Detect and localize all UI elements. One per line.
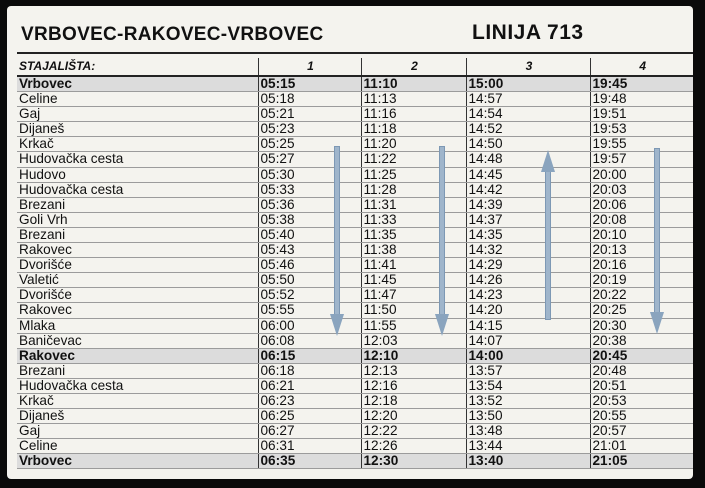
departure-time: 20:10: [590, 227, 693, 242]
departure-time: 06:18: [258, 363, 361, 378]
table-row: [17, 227, 693, 242]
table-row: [17, 182, 693, 197]
table-row: [17, 378, 693, 393]
stop-name: Hudovačka cesta: [17, 182, 258, 197]
departure-time: 05:15: [258, 76, 361, 92]
stop-name: Vrbovec: [17, 454, 258, 469]
departure-time: 11:20: [361, 137, 466, 152]
departure-time: 11:45: [361, 273, 466, 288]
table-row: [17, 439, 693, 454]
departure-time: 11:25: [361, 167, 466, 182]
departure-time: 05:18: [258, 92, 361, 107]
departure-time: 20:53: [590, 393, 693, 408]
departure-time: 15:00: [466, 76, 590, 92]
departure-time: 13:44: [466, 439, 590, 454]
departure-time: 20:13: [590, 243, 693, 258]
departure-time: 11:33: [361, 212, 466, 227]
stop-name: Brezani: [17, 363, 258, 378]
line-number: LINIJA 713: [472, 21, 584, 44]
stop-name: Brezani: [17, 227, 258, 242]
departure-time: 06:00: [258, 318, 361, 333]
table-row: [17, 288, 693, 303]
stop-name: Celine: [17, 439, 258, 454]
departure-time: 12:10: [361, 348, 466, 363]
departure-time: 14:23: [466, 288, 590, 303]
departure-time: 14:50: [466, 137, 590, 152]
departure-time: 05:23: [258, 122, 361, 137]
table-row: [17, 197, 693, 212]
table-row: [17, 243, 693, 258]
timetable-sheet: [7, 6, 693, 479]
table-row: [17, 258, 693, 273]
stop-name: Mlaka: [17, 318, 258, 333]
direction-down-arrow-icon: [435, 146, 449, 336]
departure-time: 20:25: [590, 303, 693, 318]
table-row: [17, 333, 693, 348]
departure-time: 14:15: [466, 318, 590, 333]
stop-name: Goli Vrh: [17, 212, 258, 227]
departure-time: 14:45: [466, 167, 590, 182]
stop-name: Rakovec: [17, 243, 258, 258]
table-row: [17, 303, 693, 318]
departure-time: 05:50: [258, 273, 361, 288]
departure-time: 06:08: [258, 333, 361, 348]
stop-name: Celine: [17, 92, 258, 107]
departure-time: 05:21: [258, 107, 361, 122]
departure-time: 13:54: [466, 378, 590, 393]
departure-time: 14:39: [466, 197, 590, 212]
table-row: [17, 273, 693, 288]
departure-time: 06:23: [258, 393, 361, 408]
stop-name: Dijaneš: [17, 122, 258, 137]
departure-time: 14:00: [466, 348, 590, 363]
departure-time: 05:30: [258, 167, 361, 182]
table-row: [17, 454, 693, 469]
departure-time: 12:20: [361, 409, 466, 424]
departure-time: 12:26: [361, 439, 466, 454]
table-row: [17, 76, 693, 92]
departure-time: 20:45: [590, 348, 693, 363]
timetable: [17, 58, 693, 469]
stop-name: Gaj: [17, 107, 258, 122]
departure-time: 21:01: [590, 439, 693, 454]
departure-1-header: 1: [258, 58, 361, 76]
departure-time: 11:50: [361, 303, 466, 318]
table-row: [17, 348, 693, 363]
departure-time: 19:51: [590, 107, 693, 122]
departure-time: 05:46: [258, 258, 361, 273]
direction-down-arrow-icon: [650, 148, 664, 334]
departure-time: 11:38: [361, 243, 466, 258]
departure-time: 12:18: [361, 393, 466, 408]
table-row: [17, 363, 693, 378]
departure-time: 14:29: [466, 258, 590, 273]
table-row: [17, 137, 693, 152]
table-row: [17, 318, 693, 333]
departure-time: 14:42: [466, 182, 590, 197]
departure-time: 20:22: [590, 288, 693, 303]
header-row: [17, 58, 693, 76]
departure-time: 11:31: [361, 197, 466, 212]
departure-time: 19:55: [590, 137, 693, 152]
departure-time: 13:52: [466, 393, 590, 408]
departure-3-header: 3: [466, 58, 590, 76]
departure-time: 13:40: [466, 454, 590, 469]
departure-time: 14:57: [466, 92, 590, 107]
stop-name: Brezani: [17, 197, 258, 212]
stop-name: Gaj: [17, 424, 258, 439]
table-row: [17, 393, 693, 408]
table-row: [17, 424, 693, 439]
table-row: [17, 167, 693, 182]
departure-time: 05:40: [258, 227, 361, 242]
header-divider: [17, 52, 693, 54]
departure-time: 14:26: [466, 273, 590, 288]
departure-time: 05:27: [258, 152, 361, 167]
departure-time: 12:22: [361, 424, 466, 439]
stops-header: STAJALIŠTA:: [17, 58, 258, 76]
departure-time: 11:13: [361, 92, 466, 107]
departure-time: 12:03: [361, 333, 466, 348]
departure-time: 06:35: [258, 454, 361, 469]
direction-up-arrow-icon: [541, 150, 555, 320]
stop-name: Dvorišće: [17, 288, 258, 303]
departure-time: 05:38: [258, 212, 361, 227]
departure-2-header: 2: [361, 58, 466, 76]
stop-name: Valetić: [17, 273, 258, 288]
departure-time: 19:57: [590, 152, 693, 167]
timetable-body: [17, 76, 693, 469]
departure-time: 20:38: [590, 333, 693, 348]
departure-time: 06:21: [258, 378, 361, 393]
stop-name: Vrbovec: [17, 76, 258, 92]
stop-name: Rakovec: [17, 348, 258, 363]
table-row: [17, 409, 693, 424]
departure-time: 12:16: [361, 378, 466, 393]
departure-time: 13:50: [466, 409, 590, 424]
departure-time: 13:57: [466, 363, 590, 378]
departure-time: 20:08: [590, 212, 693, 227]
stop-name: Dijaneš: [17, 409, 258, 424]
departure-time: 21:05: [590, 454, 693, 469]
stop-name: Krkač: [17, 137, 258, 152]
departure-time: 14:37: [466, 212, 590, 227]
departure-time: 11:22: [361, 152, 466, 167]
departure-time: 13:48: [466, 424, 590, 439]
table-row: [17, 152, 693, 167]
departure-time: 20:00: [590, 167, 693, 182]
departure-time: 05:36: [258, 197, 361, 212]
departure-time: 14:32: [466, 243, 590, 258]
stop-name: Hudovačka cesta: [17, 152, 258, 167]
departure-time: 20:57: [590, 424, 693, 439]
departure-time: 12:13: [361, 363, 466, 378]
departure-time: 19:48: [590, 92, 693, 107]
departure-time: 05:43: [258, 243, 361, 258]
stop-name: Dvorišće: [17, 258, 258, 273]
table-row: [17, 212, 693, 227]
departure-time: 11:47: [361, 288, 466, 303]
table-row: [17, 107, 693, 122]
departure-time: 12:30: [361, 454, 466, 469]
departure-time: 14:35: [466, 227, 590, 242]
departure-time: 14:54: [466, 107, 590, 122]
departure-time: 20:16: [590, 258, 693, 273]
stop-name: Krkač: [17, 393, 258, 408]
departure-time: 20:55: [590, 409, 693, 424]
departure-time: 11:55: [361, 318, 466, 333]
departure-time: 19:53: [590, 122, 693, 137]
stop-name: Baničevac: [17, 333, 258, 348]
departure-time: 14:07: [466, 333, 590, 348]
departure-time: 11:18: [361, 122, 466, 137]
departure-time: 14:52: [466, 122, 590, 137]
departure-time: 20:30: [590, 318, 693, 333]
direction-down-arrow-icon: [330, 146, 344, 336]
route-title: VRBOVEC-RAKOVEC-VRBOVEC: [21, 24, 324, 45]
departure-time: 06:27: [258, 424, 361, 439]
departure-time: 20:51: [590, 378, 693, 393]
table-row: [17, 122, 693, 137]
departure-time: 14:48: [466, 152, 590, 167]
departure-time: 20:03: [590, 182, 693, 197]
table-row: [17, 92, 693, 107]
departure-time: 11:16: [361, 107, 466, 122]
departure-time: 06:31: [258, 439, 361, 454]
departure-time: 11:10: [361, 76, 466, 92]
departure-time: 05:55: [258, 303, 361, 318]
departure-time: 06:25: [258, 409, 361, 424]
departure-time: 20:06: [590, 197, 693, 212]
departure-time: 05:33: [258, 182, 361, 197]
departure-time: 05:25: [258, 137, 361, 152]
stop-name: Rakovec: [17, 303, 258, 318]
stop-name: Hudovačka cesta: [17, 378, 258, 393]
departure-4-header: 4: [590, 58, 693, 76]
departure-time: 11:28: [361, 182, 466, 197]
departure-time: 11:35: [361, 227, 466, 242]
departure-time: 19:45: [590, 76, 693, 92]
departure-time: 11:41: [361, 258, 466, 273]
departure-time: 14:20: [466, 303, 590, 318]
stop-name: Hudovo: [17, 167, 258, 182]
departure-time: 06:15: [258, 348, 361, 363]
departure-time: 05:52: [258, 288, 361, 303]
departure-time: 20:19: [590, 273, 693, 288]
departure-time: 20:48: [590, 363, 693, 378]
